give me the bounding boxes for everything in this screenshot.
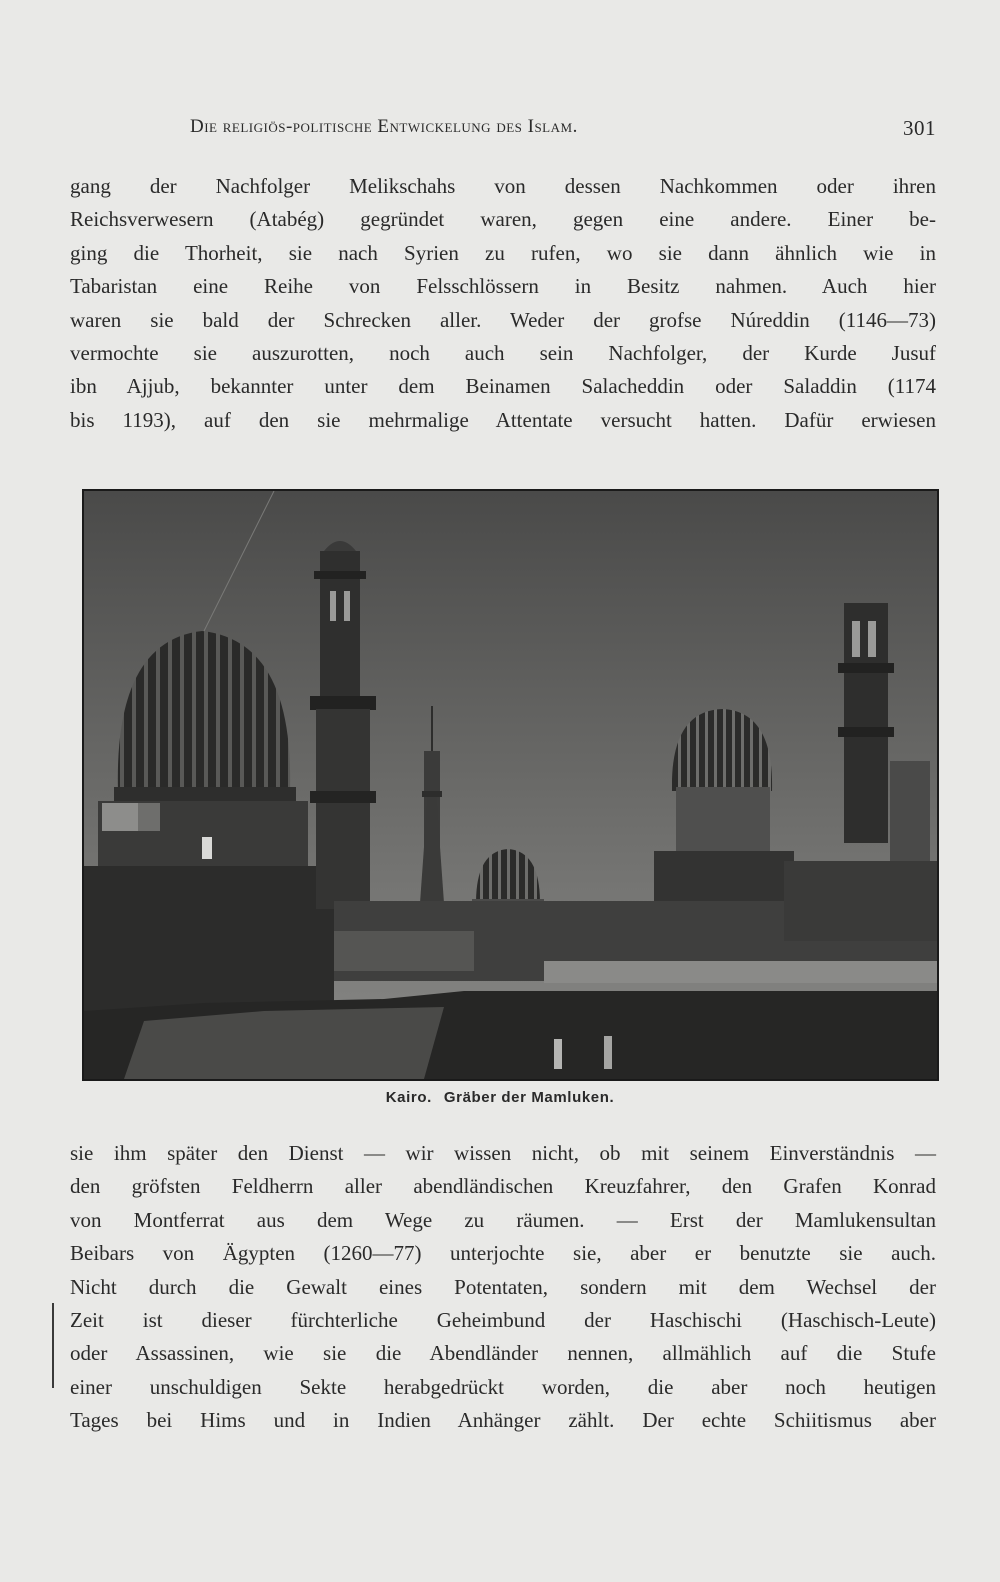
text-line: Tages bei Hims und in Indien Anhänger zählt. Der echte Schiitismus aber [70, 1408, 936, 1433]
text-line: Tabaristan eine Reihe von Felsschlössern in Besitz nahmen. Auch hier [70, 274, 936, 299]
text-line: ibn Ajjub, bekannter unter dem Beinamen Salacheddin oder Saladdin (1174 [70, 374, 936, 399]
caption-place: Kairo. [385, 1089, 432, 1106]
paragraph-bottom [70, 1137, 936, 1438]
text-line: bis 1193), auf den sie mehrmalige Attentate versucht hatten. Dafür erwiesen [70, 407, 936, 432]
text-line: gang der Nachfolger Melikschahs von dessen Nachkommen oder ihren [70, 174, 936, 198]
page-number: 301 [903, 116, 936, 140]
text-line: den gröfsten Feldherrn aller abendländischen Kreuzfahrer, den Grafen Konrad [70, 1174, 936, 1199]
text-line: einer unschuldigen Sekte herabgedrückt worden, die aber noch heutigen [70, 1374, 936, 1399]
text-line: von Montferrat aus dem Wege zu räumen. — Erst der Mamlukensultan [70, 1207, 936, 1232]
text-line: Beibars von Ägypten (1260—77) unterjochte sie, aber er benutzte sie auch. [70, 1241, 936, 1266]
paragraph-top [70, 170, 936, 437]
text-line: sie ihm später den Dienst — wir wissen nicht, ob mit seinem Einverständnis — [70, 1141, 936, 1165]
text-line: Nicht durch die Gewalt eines Potentaten, sondern mit dem Wechsel der [70, 1274, 936, 1299]
text-line: Reichsverwesern (Atabég) gegründet waren, gegen eine andere. Einer be- [70, 207, 936, 232]
text-line: oder Assassinen, wie sie die Abendländer nennen, allmählich auf die Stufe [70, 1341, 936, 1366]
running-title: Die religiös-politische Entwickelung des Islam. [190, 116, 578, 137]
text-line: vermochte sie auszurotten, noch auch sein Nachfolger, der Kurde Jusuf [70, 341, 936, 366]
text-line: Zeit ist dieser fürchterliche Geheimbund der Haschischi (Haschisch-Leute) [70, 1308, 936, 1333]
photograph-mamluk-tombs [82, 489, 939, 1081]
text-line: ging die Thorheit, sie nach Syrien zu rufen, wo sie dann ähnlich wie in [70, 240, 936, 265]
figure-caption [0, 1089, 1000, 1106]
text-line: waren sie bald der Schrecken aller. Weder der grofse Núreddin (1146—73) [70, 307, 936, 332]
margin-mark [52, 1303, 54, 1388]
caption-text: Gräber der Mamluken. [443, 1089, 615, 1106]
